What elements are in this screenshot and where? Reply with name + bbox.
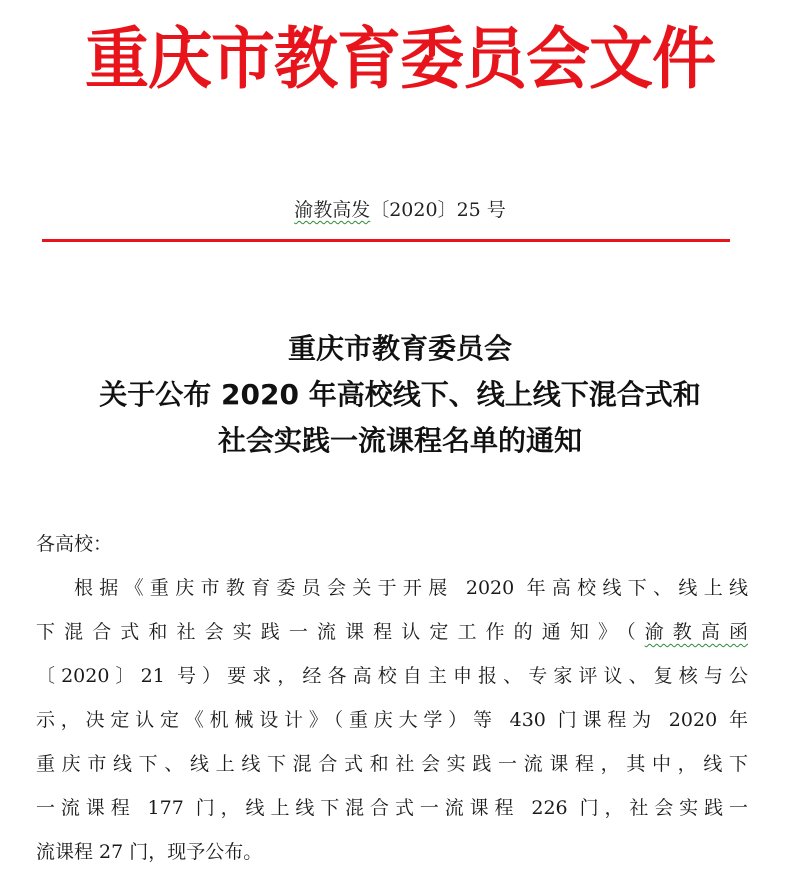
body-line-1: 根据《重庆市教育委员会关于开展 2020 年高校线下、线上线 <box>74 577 748 599</box>
document-number-rest: 〔2020〕25 号 <box>370 199 506 221</box>
body-line-4: 示，决定认定《机械设计》（重庆大学）等 430 门课程为 2020 年 <box>36 709 748 731</box>
body-line-5: 重庆市线下、线上线下混合式和社会实践一流课程，其中，线下 <box>36 753 748 775</box>
document-number-prefix: 渝教高发 <box>294 199 371 221</box>
body-line-3: 〔2020〕21 号）要求，经各高校自主申报、专家评议、复核与公 <box>36 665 748 687</box>
body-line-2 <box>36 610 748 654</box>
notice-body <box>36 522 748 874</box>
body-line-6: 一流课程 177 门，线上线下混合式一流课程 226 门，社会实践一 <box>36 797 748 819</box>
title-line-1: 重庆市教育委员会 <box>287 332 512 365</box>
document-number <box>0 196 800 224</box>
body-line-7: 流课程 27 门，现予公布。 <box>36 841 263 863</box>
title-line-2: 关于公布 2020 年高校线下、线上线下混合式和 <box>99 378 701 411</box>
salutation: 各高校： <box>36 533 113 555</box>
title-line-3: 社会实践一流课程名单的通知 <box>217 424 582 457</box>
notice-title <box>0 326 800 464</box>
body-line-2-text: 下混合式和社会实践一流课程认定工作的通知》（ <box>36 621 645 643</box>
red-divider <box>42 239 730 242</box>
masthead-title: 重庆市教育委员会文件 <box>85 21 715 99</box>
body-line-2-ref: 渝教高函 <box>644 621 748 643</box>
